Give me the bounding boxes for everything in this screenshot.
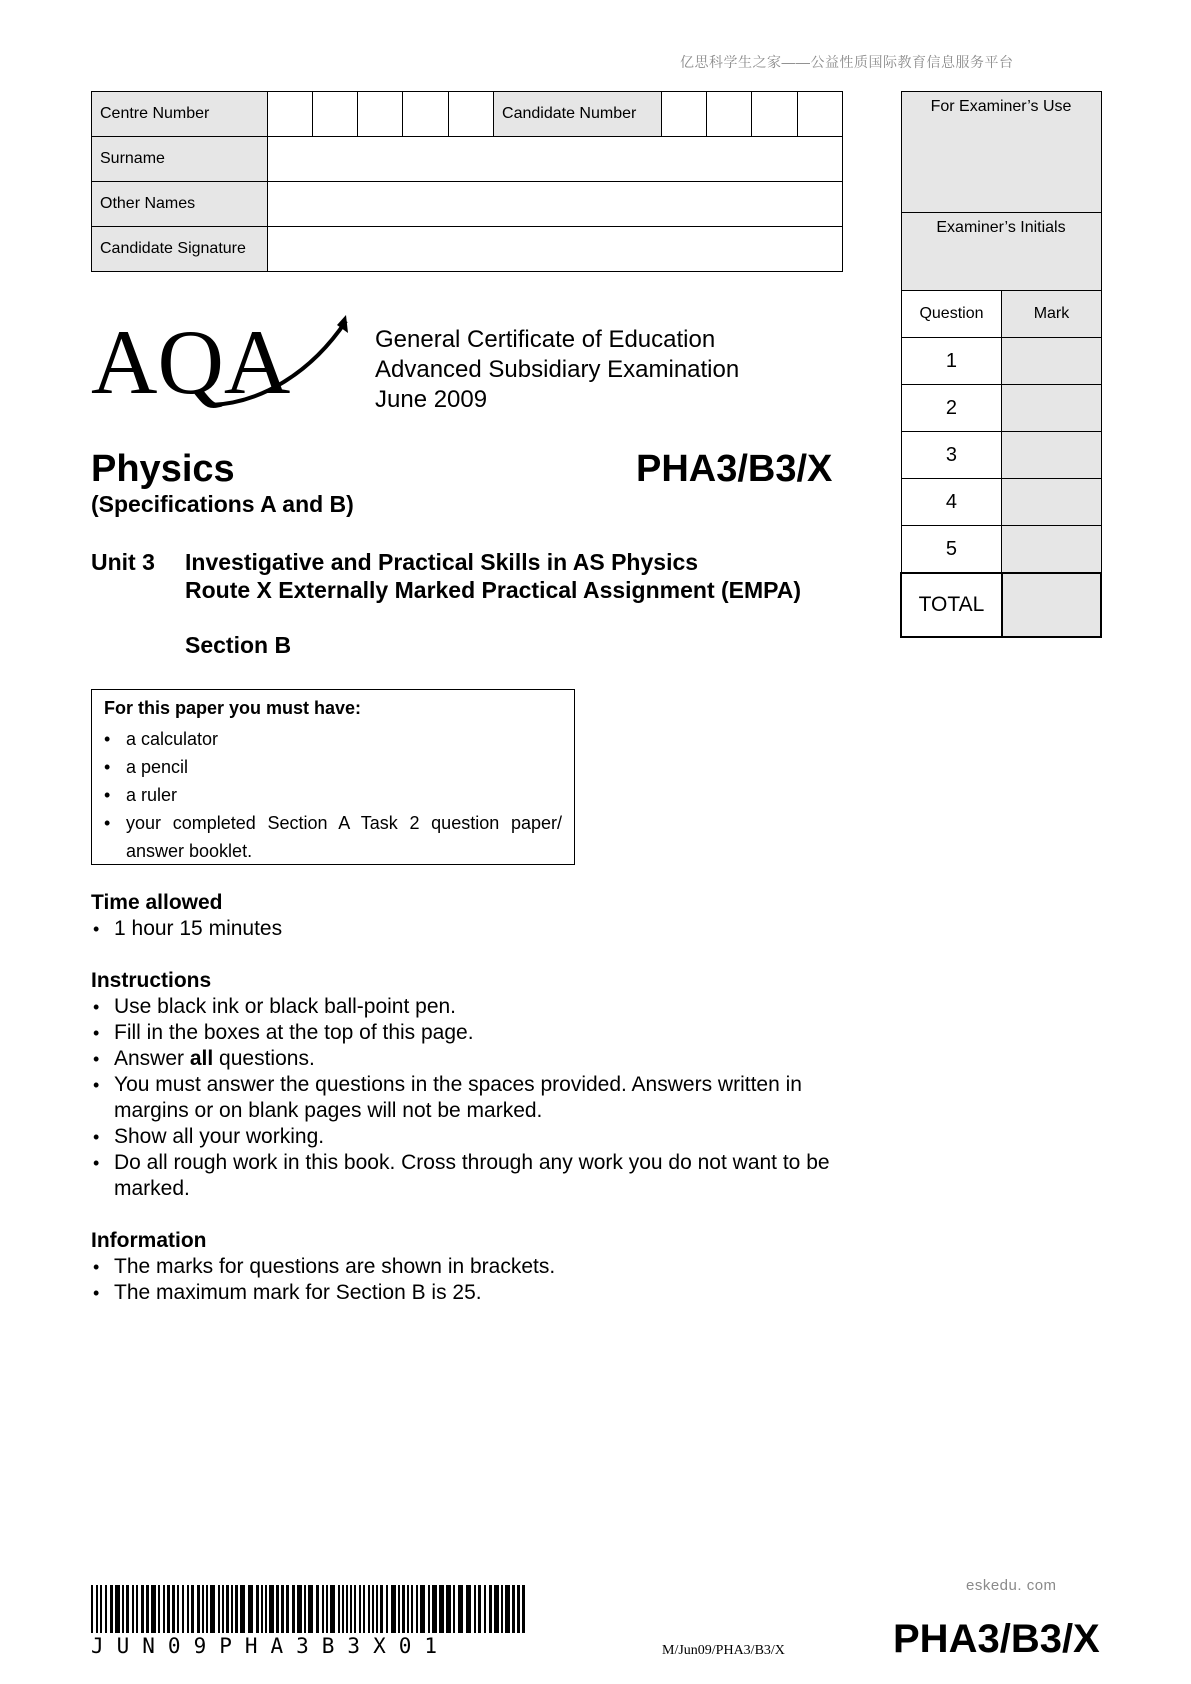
barcode-bar	[308, 1585, 313, 1633]
barcode-bar	[187, 1585, 189, 1633]
subject-title: Physics	[91, 448, 235, 490]
barcode-bar	[489, 1585, 492, 1633]
barcode-bar	[96, 1585, 98, 1633]
barcode-bar	[256, 1585, 259, 1633]
surname-label: Surname	[92, 137, 268, 182]
barcode-text: JUN09PHA3B3X01	[91, 1634, 451, 1658]
centre-number-box-4[interactable]	[403, 92, 448, 137]
mark-cell[interactable]	[1002, 338, 1101, 385]
instruction-item: • You must answer the questions in the spaces provided. Answers written in margins or on blank pages will not be marked.	[91, 1072, 851, 1124]
barcode-bar	[105, 1585, 107, 1633]
barcode-bar	[218, 1585, 220, 1633]
barcode-bar	[501, 1585, 503, 1633]
information-item: • The maximum mark for Section B is 25.	[91, 1280, 851, 1306]
barcode-bar	[359, 1585, 361, 1633]
question-number: 3	[901, 432, 1002, 479]
barcode-bar	[136, 1585, 138, 1633]
barcode-bar	[235, 1585, 238, 1633]
barcode-bar	[222, 1585, 224, 1633]
question-number: 2	[901, 385, 1002, 432]
barcode-bar	[402, 1585, 405, 1633]
barcode-bar	[126, 1585, 129, 1633]
barcode-bar	[466, 1585, 471, 1633]
barcode-bar	[316, 1585, 319, 1633]
barcode-bar	[391, 1585, 396, 1633]
barcode	[91, 1585, 526, 1633]
barcode-bar	[363, 1585, 365, 1633]
barcode-bar	[446, 1585, 451, 1633]
time-allowed-heading: Time allowed	[91, 891, 223, 914]
candidate-signature-field[interactable]	[267, 227, 842, 272]
information-heading: Information	[91, 1229, 207, 1252]
barcode-bar	[338, 1585, 340, 1633]
time-allowed-item: • 1 hour 15 minutes	[91, 916, 851, 942]
barcode-bar	[304, 1585, 306, 1633]
barcode-bar	[380, 1585, 383, 1633]
unit-label: Unit 3	[91, 549, 155, 575]
reference-code: M/Jun09/PHA3/B3/X	[662, 1643, 785, 1658]
barcode-bar	[478, 1585, 481, 1633]
instruction-item: • Do all rough work in this book. Cross through any work you do not want to be marked.	[91, 1150, 851, 1202]
requirement-item: • a calculator	[104, 725, 562, 753]
barcode-bar	[522, 1585, 525, 1633]
barcode-bar	[453, 1585, 455, 1633]
barcode-bar	[398, 1585, 400, 1633]
requirements-box	[91, 689, 575, 865]
centre-number-box-2[interactable]	[312, 92, 357, 137]
barcode-bar	[231, 1585, 233, 1633]
barcode-bar	[326, 1585, 328, 1633]
barcode-bar	[428, 1585, 430, 1633]
barcode-bar	[151, 1585, 156, 1633]
header-line-1: General Certificate of Education	[375, 326, 716, 353]
examiners-initials-label: Examiner’s Initials	[901, 213, 1101, 291]
barcode-bar	[411, 1585, 413, 1633]
barcode-bar	[261, 1585, 263, 1633]
candidate-number-box-1[interactable]	[661, 92, 706, 137]
barcode-bar	[458, 1585, 463, 1633]
candidate-number-box-3[interactable]	[752, 92, 797, 137]
total-label: TOTAL	[901, 573, 1002, 637]
barcode-bar	[346, 1585, 348, 1633]
barcode-bar	[172, 1585, 175, 1633]
mark-header: Mark	[1002, 291, 1101, 338]
barcode-bar	[146, 1585, 149, 1633]
time-allowed-section	[91, 890, 851, 942]
instruction-emphasis: all	[189, 1047, 214, 1070]
instructions-heading: Instructions	[91, 969, 212, 992]
mark-cell[interactable]	[1002, 479, 1101, 526]
requirement-item: • a ruler	[104, 781, 562, 809]
centre-number-box-1[interactable]	[267, 92, 312, 137]
barcode-bar	[517, 1585, 520, 1633]
barcode-bar	[372, 1585, 374, 1633]
barcode-bar	[281, 1585, 284, 1633]
requirement-item: • your completed Section A Task 2 question paper/ answer booklet.	[104, 809, 562, 865]
barcode-bar	[91, 1585, 93, 1633]
watermark-bottom: eskedu. com	[966, 1577, 1057, 1594]
question-header: Question	[901, 291, 1002, 338]
barcode-bar	[265, 1585, 267, 1633]
centre-number-box-3[interactable]	[358, 92, 403, 137]
barcode-bar	[439, 1585, 444, 1633]
mark-cell[interactable]	[1002, 526, 1101, 574]
barcode-bar	[177, 1585, 179, 1633]
barcode-bar	[182, 1585, 184, 1633]
barcode-bar	[210, 1585, 215, 1633]
section-title: Section B	[185, 632, 292, 658]
unit-line-1: Investigative and Practical Skills in AS Physics	[185, 549, 699, 575]
barcode-bar	[474, 1585, 476, 1633]
question-number: 4	[901, 479, 1002, 526]
mark-cell[interactable]	[1002, 385, 1101, 432]
instruction-item: • Use black ink or black ball-point pen.	[91, 994, 851, 1020]
barcode-bar	[350, 1585, 352, 1633]
other-names-field[interactable]	[267, 182, 842, 227]
unit-line-2: Route X Externally Marked Practical Assignment (EMPA)	[185, 577, 802, 603]
barcode-bar	[269, 1585, 274, 1633]
barcode-bar	[292, 1585, 295, 1633]
barcode-bar	[407, 1585, 409, 1633]
candidate-number-box-2[interactable]	[706, 92, 751, 137]
barcode-bar	[484, 1585, 486, 1633]
mark-cell[interactable]	[1002, 432, 1101, 479]
surname-field[interactable]	[267, 137, 842, 182]
examiner-use-box	[900, 91, 1102, 638]
candidate-number-label: Candidate Number	[494, 92, 662, 137]
instruction-item: • Fill in the boxes at the top of this page.	[91, 1020, 851, 1046]
barcode-bar	[206, 1585, 208, 1633]
barcode-bar	[100, 1585, 102, 1633]
total-mark-cell[interactable]	[1002, 573, 1101, 637]
barcode-bar	[197, 1585, 200, 1633]
candidate-details-box	[91, 91, 843, 274]
question-number: 1	[901, 338, 1002, 385]
barcode-bar	[512, 1585, 515, 1633]
barcode-bar	[368, 1585, 370, 1633]
barcode-bar	[386, 1585, 388, 1633]
requirement-item: • a pencil	[104, 753, 562, 781]
barcode-bar	[432, 1585, 437, 1633]
watermark-top: 亿思科学生之家——公益性质国际教育信息服务平台	[680, 54, 1014, 70]
centre-number-label: Centre Number	[92, 92, 268, 137]
unit-title	[91, 548, 801, 604]
barcode-bar	[276, 1585, 279, 1633]
barcode-bar	[330, 1585, 335, 1633]
barcode-bar	[342, 1585, 344, 1633]
barcode-bar	[494, 1585, 499, 1633]
other-names-label: Other Names	[92, 182, 268, 227]
barcode-bar	[115, 1585, 120, 1633]
barcode-bar	[297, 1585, 302, 1633]
header-line-3: June 2009	[375, 386, 488, 413]
barcode-bar	[376, 1585, 378, 1633]
instruction-text: questions.	[213, 1047, 315, 1070]
centre-number-box-5[interactable]	[448, 92, 493, 137]
requirements-heading: For this paper you must have:	[104, 698, 362, 718]
barcode-bar	[141, 1585, 144, 1633]
question-number: 5	[901, 526, 1002, 574]
barcode-bar	[191, 1585, 194, 1633]
instruction-text: Answer	[114, 1047, 190, 1070]
candidate-signature-label: Candidate Signature	[92, 227, 268, 272]
barcode-bar	[132, 1585, 134, 1633]
exam-header	[375, 325, 739, 415]
barcode-bar	[122, 1585, 124, 1633]
instruction-item	[91, 1046, 851, 1072]
barcode-bar	[420, 1585, 425, 1633]
barcode-bar	[240, 1585, 245, 1633]
header-line-2: Advanced Subsidiary Examination	[375, 356, 740, 383]
aqa-logo-text: AQA	[91, 313, 291, 408]
barcode-bar	[110, 1585, 113, 1633]
for-examiners-use-label: For Examiner’s Use	[901, 92, 1101, 213]
barcode-bar	[322, 1585, 324, 1633]
information-section	[91, 1228, 851, 1306]
instruction-item: • Show all your working.	[91, 1124, 851, 1150]
specification: (Specifications A and B)	[91, 491, 354, 517]
footer-paper-code: PHA3/B3/X	[893, 1617, 1100, 1661]
barcode-bar	[226, 1585, 229, 1633]
barcode-bar	[202, 1585, 204, 1633]
paper-code: PHA3/B3/X	[636, 448, 833, 490]
instructions-section	[91, 968, 851, 1202]
barcode-bar	[354, 1585, 356, 1633]
barcode-bar	[286, 1585, 289, 1633]
barcode-bar	[416, 1585, 418, 1633]
barcode-bar	[158, 1585, 160, 1633]
barcode-bar	[163, 1585, 165, 1633]
information-item: • The marks for questions are shown in brackets.	[91, 1254, 851, 1280]
barcode-bar	[505, 1585, 510, 1633]
aqa-logo	[91, 313, 351, 408]
candidate-number-box-4[interactable]	[797, 92, 842, 137]
barcode-bar	[167, 1585, 170, 1633]
barcode-bar	[248, 1585, 253, 1633]
